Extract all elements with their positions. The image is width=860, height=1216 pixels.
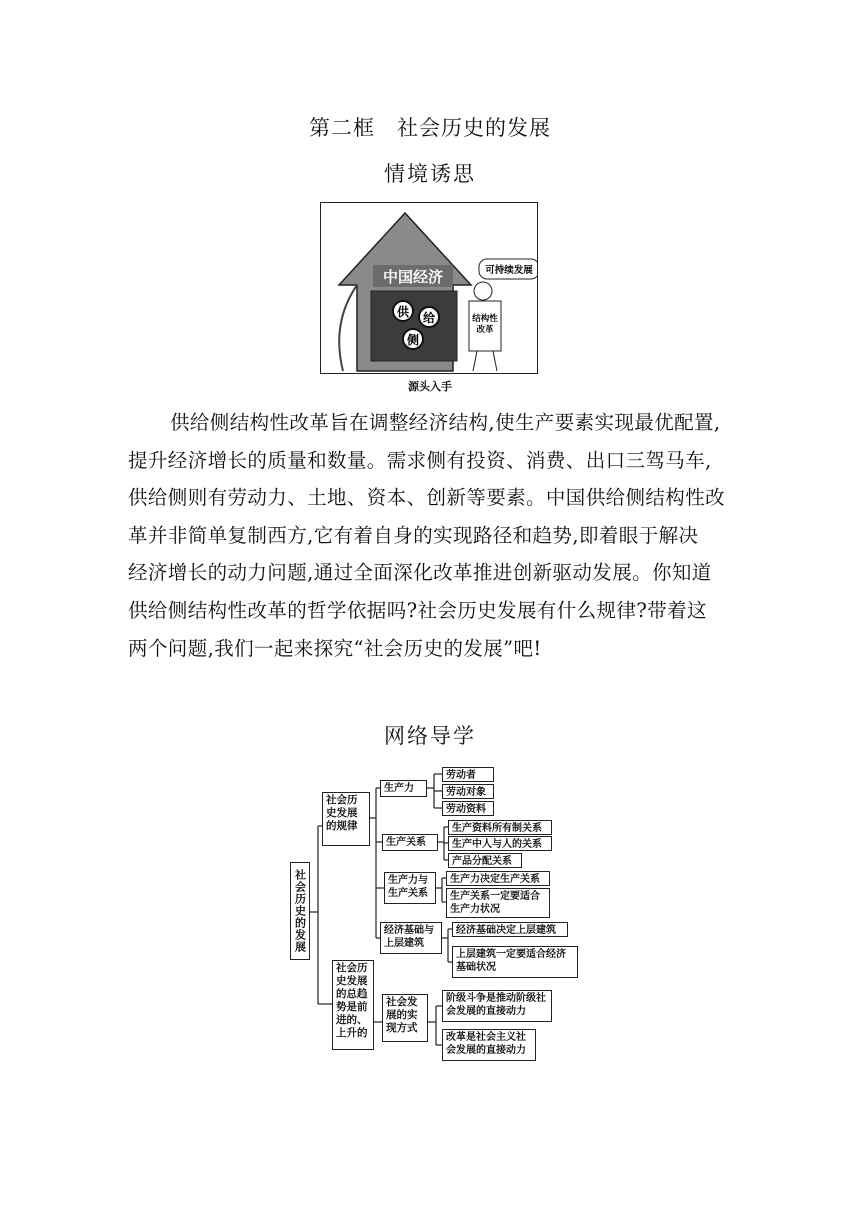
leaf-reform: 改革是社会主义社会发展的直接动力 [442,1029,536,1061]
paragraph-line: 供给侧结构性改革旨在调整经济结构,使生产要素实现最优配置, [170,411,721,434]
house-label: 中国经济 [382,268,444,286]
page-title: 第二框 社会历史的发展 [309,116,551,140]
section-heading-network: 网络导学 [384,724,476,748]
node-productivity-and-relations: 生产力与生产关系 [384,872,436,904]
mind-map [286,752,586,1064]
gear-label-1: 供 [396,305,410,319]
leaf-laborer: 劳动者 [442,767,494,782]
leaf-base-decides: 经济基础决定上层建筑 [452,922,568,937]
paragraph-line: 供给侧结构性改革的哲学依据吗?社会历史发展有什么规律?带着这 [128,598,707,622]
speech-bubble: 可持续发展 [485,265,533,276]
leaf-class-struggle: 阶级斗争是推动阶级社会发展的直接动力 [442,990,552,1022]
leaf-labor-material: 劳动资料 [442,801,494,816]
leaf-productivity-decides: 生产力决定生产关系 [446,871,550,886]
section-heading-intro: 情境诱思 [384,162,476,186]
intro-paragraph [128,404,738,667]
mind-map-root: 社会历史的发展 [290,862,310,960]
leaf-labor-object: 劳动对象 [442,784,494,799]
cartoon-caption: 源头入手 [408,380,452,393]
cartoon-drawing [321,203,538,374]
paragraph-line: 两个问题,我们一起来探究“社会历史的发展”吧! [128,636,542,660]
leaf-people-relations: 生产中人与人的关系 [448,836,552,851]
paragraph-line: 提升经济增长的质量和数量。需求侧有投资、消费、出口三驾马车, [128,448,712,472]
cartoon-illustration [320,202,538,374]
person-label: 结构性改革 [472,314,498,335]
paragraph-line: 经济增长的动力问题,通过全面深化改革推进创新驱动发展。你知道 [128,561,712,585]
node-base-superstructure: 经济基础与上层建筑 [380,922,442,954]
branch-history-trend: 社会历史发展的总趋势是前进的、上升的 [332,960,374,1050]
leaf-ownership: 生产资料所有制关系 [448,820,552,835]
paragraph-line: 革并非简单复制西方,它有着自身的实现路径和趋势,即着眼于解决 [128,523,699,547]
leaf-relations-fit: 生产关系一定要适合生产力状况 [446,888,550,918]
node-productivity: 生产力 [380,780,427,797]
node-production-relations: 生产关系 [382,834,438,851]
gear-label-3: 侧 [406,333,420,347]
gear-label-2: 给 [422,311,436,325]
leaf-distribution: 产品分配关系 [448,853,522,868]
leaf-superstructure-fit: 上层建筑一定要适合经济基础状况 [452,946,578,978]
node-realization-method: 社会发展的实现方式 [382,994,428,1042]
paragraph-line: 供给侧则有劳动力、土地、资本、创新等要素。中国供给侧结构性改 [128,486,726,510]
branch-history-laws: 社会历史发展的规律 [322,792,370,846]
